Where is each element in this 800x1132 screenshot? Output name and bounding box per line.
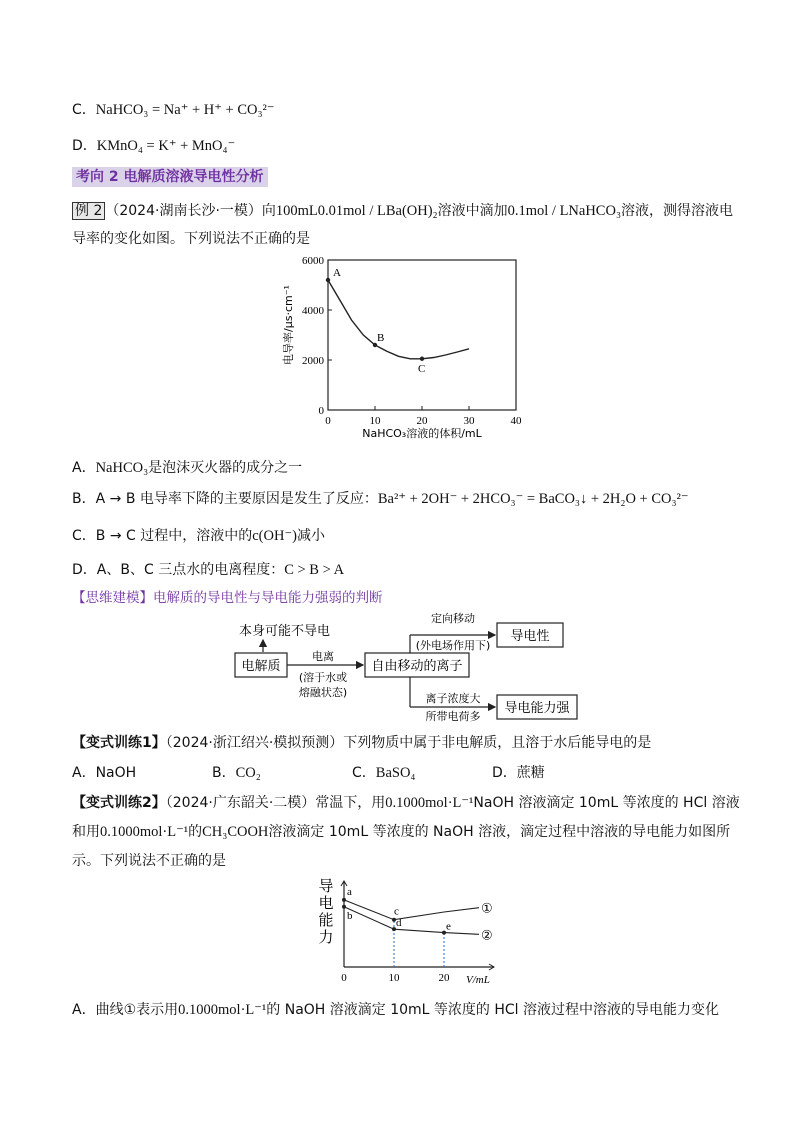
plot-frame	[328, 260, 516, 410]
variant-text: （2024·浙江绍兴·模拟预测）下列物质中属于非电解质，且溶于水后能导电的是	[165, 735, 652, 751]
option-formula: NaHCO₃	[95, 460, 149, 476]
option-formula: CO₂	[235, 765, 261, 781]
box-conductivity-label: 导电性	[510, 629, 550, 644]
variant-title: 【变式训练1】	[72, 735, 166, 751]
ex2-option-d	[72, 560, 344, 580]
model-diagram	[225, 608, 595, 723]
variant-text: NaOH 溶液滴定 10mL 等浓度的 HCl 溶液	[473, 795, 740, 811]
option-formula: BaSO₄	[375, 765, 416, 781]
variant-text: 和用	[72, 824, 100, 840]
option-c	[72, 100, 275, 120]
option-formula: KMnO₄ = K⁺ + MnO₄⁻	[96, 138, 236, 154]
x-tick-label: 10	[388, 972, 400, 984]
option-letter: B．	[212, 765, 236, 781]
x-axis-label: V/mL	[466, 974, 490, 986]
example-tag: 例 2	[72, 202, 105, 220]
data-point-a	[342, 898, 346, 902]
point-label-b: b	[347, 909, 353, 922]
point-label-d: d	[396, 917, 402, 930]
option-letter: A．	[72, 460, 96, 476]
variant-text: 的	[188, 824, 203, 840]
concentration-2: 0.1mol / LNaHCO₃	[507, 203, 622, 219]
down-label-top: 离子浓度大	[425, 692, 481, 705]
up-label-top: 定向移动	[431, 612, 475, 625]
ionize-cond-2: 熔融状态)	[298, 686, 348, 699]
option-text: 是泡沫灭火器的成分之一	[148, 460, 303, 476]
option-d	[72, 136, 235, 156]
variant-2-line1	[72, 793, 740, 813]
concentration-1: 100mL0.01mol / LBa(OH)₂	[275, 203, 438, 219]
series-line-1	[344, 900, 479, 920]
conductivity-ability-chart	[310, 875, 510, 990]
x-axis-label: NaHCO₃溶液的体积/mL	[362, 427, 482, 440]
option-formula: C > B > A	[284, 562, 345, 578]
option-letter: D．	[72, 562, 97, 578]
variant-2-line3: 示。下列说法不正确的是	[72, 853, 226, 869]
up-label-bot: (外电场作用下)	[415, 639, 491, 652]
option-formula: c(OH⁻)	[252, 528, 297, 544]
option-letter: D．	[72, 138, 97, 154]
data-point-c	[420, 357, 424, 361]
x-tick-label: 20	[416, 415, 428, 427]
y-axis-label-char: 能	[318, 911, 334, 929]
chart2-group	[318, 877, 494, 986]
point-label-a: a	[347, 885, 352, 898]
option-letter: C．	[72, 528, 96, 544]
box-electrolyte-label: 电解质	[241, 659, 281, 674]
point-label-b: B	[377, 332, 385, 344]
ex2-option-b	[72, 489, 689, 509]
data-point-b	[342, 905, 346, 909]
v1-option-d: D．蔗糖	[492, 765, 545, 781]
option-text: A、B、C 三点水的电离程度：	[96, 562, 285, 578]
option-letter: A．	[72, 1002, 96, 1018]
point-label-e: e	[446, 920, 451, 933]
variant-1-question	[72, 733, 651, 753]
v1-option-c	[352, 763, 415, 783]
concentration: 0.1000mol·L⁻¹	[178, 1002, 267, 1018]
y-tick-label: 4000	[302, 305, 324, 317]
option-formula: NaHCO₃ = Na⁺ + H⁺ + CO₃²⁻	[95, 102, 275, 118]
ionize-label: 电离	[312, 650, 334, 663]
ex2-option-a	[72, 458, 302, 478]
example-2-line2: 导率的变化如图。下列说法不正确的是	[72, 231, 310, 247]
v1-option-b	[212, 763, 261, 783]
concentration: 0.1000mol·L⁻¹	[100, 824, 189, 840]
y-tick-label: 2000	[302, 355, 324, 367]
conductivity-chart	[270, 250, 540, 445]
option-letter: C．	[72, 102, 96, 118]
section-title: 考向 2 电解质溶液导电性分析	[72, 167, 268, 187]
option-text: 曲线①表示用	[95, 1002, 179, 1018]
option-text: 减小	[296, 528, 325, 544]
data-point-a	[326, 278, 330, 282]
ex2-option-c	[72, 526, 325, 546]
x-tick-label: 40	[510, 415, 522, 427]
example-text: 溶液，测得溶液电	[621, 203, 734, 219]
variant-text: （2024·广东韶关·二模）常温下，用	[165, 795, 386, 811]
x-tick-label: 10	[369, 415, 381, 427]
option-text: A → B 电导率下降的主要原因是发生了反应：	[95, 491, 378, 507]
x-tick-label: 20	[438, 972, 450, 984]
example-source: （2024·湖南长沙·一模）向	[105, 203, 276, 219]
y-axis-label: 电导率/μs·cm⁻¹	[282, 285, 295, 365]
concentration: 0.1000mol·L⁻¹	[385, 795, 474, 811]
variant-text: 溶液滴定 10mL 等浓度的 NaOH 溶液，滴定过程中溶液的导电能力如图所	[268, 824, 731, 840]
series-label-2: ②	[481, 927, 493, 943]
option-equation: Ba²⁺ + 2OH⁻ + 2HCO₃⁻ = BaCO₃↓ + 2H₂O + CO₃²⁻	[377, 491, 689, 507]
example-2-line1	[72, 201, 733, 221]
series-line	[328, 280, 469, 359]
variant-title: 【变式训练2】	[72, 795, 166, 811]
point-label-c: c	[394, 905, 399, 918]
y-tick-label: 6000	[302, 255, 324, 267]
option-text: 的 NaOH 溶液滴定 10mL 等浓度的 HCl 溶液过程中溶液的导电能力变化	[266, 1002, 720, 1018]
chart1-group	[281, 255, 522, 440]
model-title: 【思维建模】电解质的导电性与导电能力强弱的判断	[72, 590, 383, 606]
x-tick-label: 0	[325, 415, 331, 427]
box-free-ions-label: 自由移动的离子	[371, 659, 463, 674]
v2-option-a	[72, 1000, 719, 1020]
option-letter: C．	[352, 765, 376, 781]
point-label-c: C	[418, 362, 426, 375]
box-strong-conductivity-label: 导电能力强	[504, 701, 570, 716]
series-line-2	[344, 907, 479, 935]
down-label-bot: 所带电荷多	[425, 710, 481, 723]
x-tick-label: 30	[463, 415, 475, 427]
v1-option-a: A．NaOH	[72, 765, 137, 781]
top-note: 本身可能不导电	[239, 624, 331, 639]
variant-2-line2	[72, 822, 730, 842]
y-axis-label-char: 导	[318, 877, 334, 895]
example-text: 溶液中滴加	[437, 203, 508, 219]
y-axis-label-char: 电	[318, 894, 334, 912]
option-text: B → C 过程中，溶液中的	[95, 528, 253, 544]
option-letter: B．	[72, 491, 96, 507]
ionize-cond-1: (溶于水或	[298, 671, 348, 684]
y-tick-label: 0	[318, 405, 324, 417]
x-tick-label: 0	[341, 972, 347, 984]
point-label-a: A	[333, 267, 341, 279]
series-label-1: ①	[481, 900, 493, 916]
formula: CH₃COOH	[202, 824, 269, 840]
y-axis-label-char: 力	[318, 928, 334, 946]
